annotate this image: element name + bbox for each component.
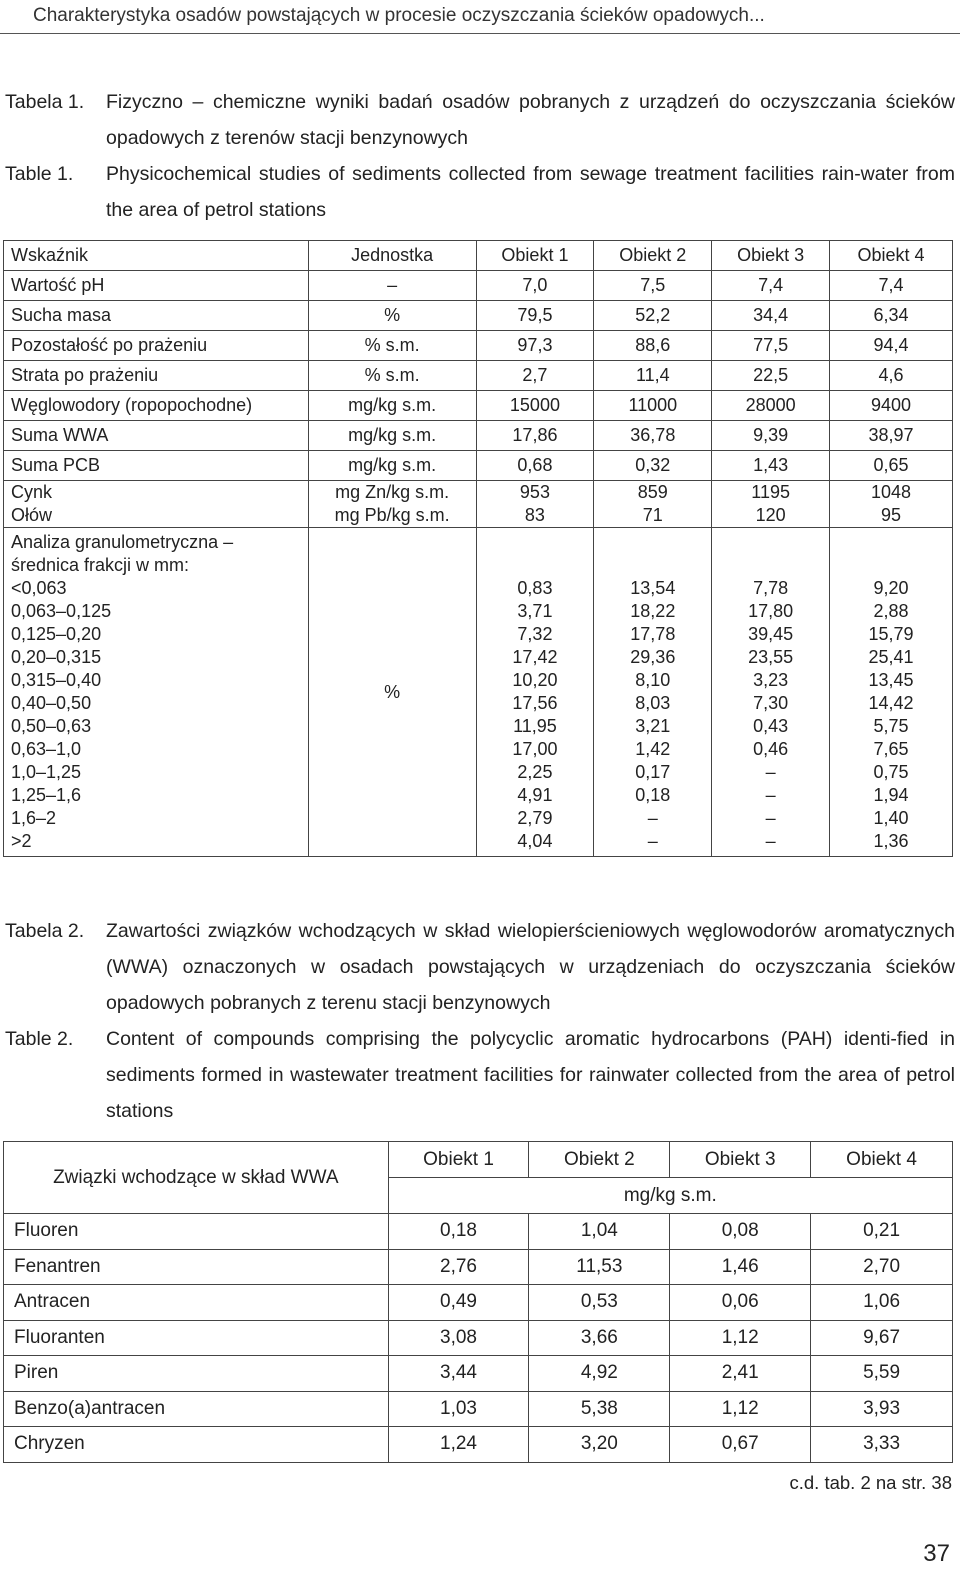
compound-name: Chryzen [4, 1427, 389, 1463]
table1-header-row [4, 241, 953, 271]
indicator-value: 11,4 [594, 361, 712, 391]
granulometry-value: 39,45 [748, 624, 794, 644]
table1-row [4, 451, 953, 481]
indicator-value: 7,4 [830, 271, 953, 301]
table1-header-cell: Obiekt 2 [594, 241, 712, 271]
indicator-unit: mg/kg s.m. [308, 421, 476, 451]
granulometry-value: 17,56 [512, 693, 558, 713]
granulometry-values-cell [594, 528, 712, 857]
indicator-value: 15000 [476, 391, 594, 421]
compound-name: Fluoren [4, 1214, 389, 1250]
granulometry-value: 23,55 [748, 647, 794, 667]
indicator-value: 34,4 [712, 301, 830, 331]
compound-value: 0,53 [529, 1285, 670, 1321]
granulometry-value: – [647, 831, 658, 851]
table2-row [4, 1391, 953, 1427]
table1-label-pl: Tabela 1. [5, 91, 85, 113]
table2-caption [5, 913, 955, 1129]
compound-name: Fluoranten [4, 1320, 389, 1356]
indicator-value: 36,78 [594, 421, 712, 451]
compound-value: 1,03 [388, 1391, 529, 1427]
table2-header-object: Obiekt 2 [529, 1142, 670, 1178]
metal-value: 83 [524, 505, 545, 525]
spacer [594, 531, 711, 554]
spacer [712, 531, 829, 554]
granulometry-value: 0,83 [517, 578, 553, 598]
indicator-value: 77,5 [712, 331, 830, 361]
indicator-unit: % s.m. [308, 331, 476, 361]
compound-value: 3,08 [388, 1320, 529, 1356]
spacer [477, 531, 594, 554]
granulometry-value: 2,88 [873, 601, 909, 621]
granulometry-value: 1,94 [873, 785, 909, 805]
table1-header-cell: Obiekt 4 [830, 241, 953, 271]
indicator-value: 4,6 [830, 361, 953, 391]
granulometry-value: 11,95 [513, 716, 557, 736]
compound-value: 0,21 [811, 1214, 953, 1250]
indicator-name: Sucha masa [4, 301, 309, 331]
granulometry-title: Analiza granulometryczna – [11, 532, 234, 552]
compound-value: 0,18 [388, 1214, 529, 1250]
indicator-name: Pozostałość po prażeniu [4, 331, 309, 361]
granulometry-value: 1,40 [873, 808, 909, 828]
granulometry-fraction: 0,063–0,125 [11, 601, 112, 621]
granulometry-value: 1,42 [635, 739, 671, 759]
table1-caption [5, 84, 955, 228]
indicator-value: 2,7 [476, 361, 594, 391]
indicator-unit: – [308, 271, 476, 301]
indicator-value: 7,0 [476, 271, 594, 301]
compound-value: 2,41 [670, 1356, 811, 1392]
table1-row [4, 301, 953, 331]
granulometry-fraction: <0,063 [11, 578, 67, 598]
granulometry-values-cell [476, 528, 594, 857]
metal-name: Ołów [11, 505, 53, 525]
granulometry-fraction: 0,20–0,315 [11, 647, 102, 667]
metal-units-cell [308, 481, 476, 528]
granulometry-fraction: 1,6–2 [11, 808, 57, 828]
granulometry-value: 8,03 [635, 693, 671, 713]
indicator-name: Suma WWA [4, 421, 309, 451]
metal-value: 1048 [871, 482, 912, 502]
spacer [594, 554, 711, 577]
running-head-text: Charakterystyka osadów powstających w procesie oczyszczania ścieków opadowych... [33, 5, 765, 26]
table1 [3, 240, 953, 857]
table1-row [4, 271, 953, 301]
metal-values-cell [594, 481, 712, 528]
metal-values-cell [712, 481, 830, 528]
granulometry-value: 17,00 [512, 739, 558, 759]
compound-name: Piren [4, 1356, 389, 1392]
table1-header-cell: Obiekt 1 [476, 241, 594, 271]
granulometry-values-cell [830, 528, 953, 857]
granulometry-value: 7,32 [517, 624, 553, 644]
table1-header-cell: Obiekt 3 [712, 241, 830, 271]
granulometry-fractions-cell [4, 528, 309, 857]
table1-header-cell: Wskaźnik [4, 241, 309, 271]
granulometry-value: – [765, 762, 776, 782]
table2-row [4, 1427, 953, 1463]
compound-name: Benzo(a)antracen [4, 1391, 389, 1427]
compound-value: 3,93 [811, 1391, 953, 1427]
compound-value: 0,49 [388, 1285, 529, 1321]
indicator-value: 0,65 [830, 451, 953, 481]
granulometry-value: 0,18 [635, 785, 671, 805]
compound-value: 4,92 [529, 1356, 670, 1392]
indicator-name: Wartość pH [4, 271, 309, 301]
granulometry-value: 4,91 [517, 785, 553, 805]
table2-caption-pl [5, 913, 955, 1021]
compound-value: 3,66 [529, 1320, 670, 1356]
metal-value: 859 [637, 482, 668, 502]
granulometry-value: 17,42 [512, 647, 558, 667]
compound-name: Antracen [4, 1285, 389, 1321]
granulometry-value: 9,20 [873, 578, 909, 598]
table2-header-row [4, 1142, 953, 1178]
granulometry-value: 8,10 [635, 670, 671, 690]
table2-row [4, 1214, 953, 1250]
table2-label-pl: Tabela 2. [5, 920, 85, 942]
granulometry-fraction: 0,40–0,50 [11, 693, 92, 713]
compound-value: 5,38 [529, 1391, 670, 1427]
compound-value: 1,24 [388, 1427, 529, 1463]
indicator-value: 52,2 [594, 301, 712, 331]
compound-value: 5,59 [811, 1356, 953, 1392]
granulometry-value: 5,75 [873, 716, 909, 736]
granulometry-value: 13,45 [868, 670, 914, 690]
indicator-value: 7,4 [712, 271, 830, 301]
table1-caption-pl [5, 84, 955, 156]
granulometry-value: 1,36 [873, 831, 909, 851]
table2-label-en: Table 2. [5, 1028, 74, 1050]
metal-value: 71 [642, 505, 663, 525]
table2-row [4, 1249, 953, 1285]
granulometry-value: 0,46 [753, 739, 789, 759]
indicator-value: 22,5 [712, 361, 830, 391]
granulometry-value: 4,04 [517, 831, 553, 851]
indicator-name: Strata po prażeniu [4, 361, 309, 391]
table1-row [4, 331, 953, 361]
granulometry-value: – [765, 831, 776, 851]
metal-name: Cynk [11, 482, 53, 502]
granulometry-value: 7,65 [873, 739, 909, 759]
compound-value: 1,46 [670, 1249, 811, 1285]
granulometry-value: 13,54 [630, 578, 676, 598]
granulometry-value: 17,78 [630, 624, 676, 644]
table1-label-en: Table 1. [5, 163, 74, 185]
granulometry-unit-cell: % [308, 528, 476, 857]
granulometry-value: 15,79 [868, 624, 914, 644]
table2-row [4, 1356, 953, 1392]
granulometry-fraction: >2 [11, 831, 32, 851]
indicator-name: Suma PCB [4, 451, 309, 481]
indicator-name: Węglowodory (ropopochodne) [4, 391, 309, 421]
granulometry-value: – [765, 808, 776, 828]
compound-value: 1,12 [670, 1391, 811, 1427]
granulometry-value: – [647, 808, 658, 828]
granulometry-value: 3,23 [753, 670, 789, 690]
table2-row [4, 1285, 953, 1321]
table1-row [4, 421, 953, 451]
indicator-value: 7,5 [594, 271, 712, 301]
granulometry-value: 29,36 [630, 647, 676, 667]
granulometry-fraction: 0,125–0,20 [11, 624, 102, 644]
table2-body [4, 1214, 953, 1463]
granulometry-value: 0,17 [635, 762, 671, 782]
indicator-unit: mg/kg s.m. [308, 451, 476, 481]
metal-values-cell [476, 481, 594, 528]
granulometry-fraction: 1,25–1,6 [11, 785, 82, 805]
table1-caption-pl-text: Fizyczno – chemiczne wyniki badań osadów pobranych z urządzeń do oczyszczania ścieków opadowych z terenów stacji benzynowych [106, 91, 955, 149]
table2-caption-pl-text: Zawartości związków wchodzących w skład wielopierścieniowych węglowodorów aromatycznych (WWA) oznaczonych w osadach powstających w urządzeniach do oczyszczania ścieków opadowych pobranych z terenu stacji benzynowych [106, 920, 955, 1014]
granulometry-value: 18,22 [630, 601, 676, 621]
indicator-unit: % s.m. [308, 361, 476, 391]
compound-value: 1,06 [811, 1285, 953, 1321]
table1-body [4, 271, 953, 481]
spacer [830, 554, 952, 577]
compound-value: 0,08 [670, 1214, 811, 1250]
indicator-value: 97,3 [476, 331, 594, 361]
indicator-value: 38,97 [830, 421, 953, 451]
metal-value: 1195 [751, 482, 791, 502]
indicator-value: 94,4 [830, 331, 953, 361]
granulometry-value: 25,41 [868, 647, 914, 667]
table2-header-object: Obiekt 3 [670, 1142, 811, 1178]
table1-caption-en [5, 156, 955, 228]
table1-row [4, 361, 953, 391]
table2-header-object: Obiekt 1 [388, 1142, 529, 1178]
granulometry-value: 2,79 [517, 808, 553, 828]
compound-value: 11,53 [529, 1249, 670, 1285]
granulometry-subtitle: średnica frakcji w mm: [11, 555, 190, 575]
running-head [0, 0, 960, 34]
indicator-value: 0,68 [476, 451, 594, 481]
metal-values-cell [830, 481, 953, 528]
granulometry-value: 0,75 [873, 762, 909, 782]
indicator-value: 6,34 [830, 301, 953, 331]
granulometry-value: 3,21 [635, 716, 671, 736]
indicator-value: 79,5 [476, 301, 594, 331]
compound-value: 3,20 [529, 1427, 670, 1463]
table1-granulometry-row [4, 528, 953, 857]
spacer [830, 531, 952, 554]
granulometry-value: 17,80 [748, 601, 794, 621]
granulometry-value: 2,25 [517, 762, 553, 782]
page-number: 37 [923, 1540, 950, 1567]
granulometry-value: – [765, 785, 776, 805]
table1-caption-en-text: Physicochemical studies of sediments collected from sewage treatment facilities rain-water from the area of petrol stations [106, 163, 955, 221]
compound-value: 1,04 [529, 1214, 670, 1250]
table1-metals-row [4, 481, 953, 528]
table2-row [4, 1320, 953, 1356]
granulometry-fraction: 0,50–0,63 [11, 716, 92, 736]
metal-unit: mg Zn/kg s.m. [335, 482, 450, 502]
indicator-value: 9,39 [712, 421, 830, 451]
granulometry-fraction: 1,0–1,25 [11, 762, 82, 782]
indicator-unit: mg/kg s.m. [308, 391, 476, 421]
indicator-value: 88,6 [594, 331, 712, 361]
compound-value: 2,76 [388, 1249, 529, 1285]
compound-value: 1,12 [670, 1320, 811, 1356]
granulometry-value: 0,43 [753, 716, 789, 736]
granulometry-fraction: 0,315–0,40 [11, 670, 102, 690]
granulometry-value: 7,78 [753, 578, 789, 598]
granulometry-value: 7,30 [753, 693, 789, 713]
compound-name: Fenantren [4, 1249, 389, 1285]
compound-value: 0,67 [670, 1427, 811, 1463]
metal-value: 120 [755, 505, 786, 525]
compound-value: 2,70 [811, 1249, 953, 1285]
indicator-value: 1,43 [712, 451, 830, 481]
table1-row [4, 391, 953, 421]
table2 [3, 1141, 953, 1463]
table2-unit: mg/kg s.m. [388, 1178, 952, 1214]
indicator-value: 28000 [712, 391, 830, 421]
table1-header-cell: Jednostka [308, 241, 476, 271]
metal-value: 953 [519, 482, 550, 502]
compound-value: 3,44 [388, 1356, 529, 1392]
granulometry-value: 14,42 [868, 693, 914, 713]
compound-value: 3,33 [811, 1427, 953, 1463]
table2-header-compounds: Związki wchodzące w skład WWA [4, 1142, 389, 1214]
granulometry-values-cell [712, 528, 830, 857]
granulometry-value: 3,71 [517, 601, 553, 621]
indicator-unit: % [308, 301, 476, 331]
granulometry-value: 10,20 [512, 670, 558, 690]
metal-value: 95 [881, 505, 902, 525]
indicator-value: 0,32 [594, 451, 712, 481]
table2-header-object: Obiekt 4 [811, 1142, 953, 1178]
spacer [477, 554, 594, 577]
indicator-value: 9400 [830, 391, 953, 421]
granulometry-fraction: 0,63–1,0 [11, 739, 82, 759]
indicator-value: 17,86 [476, 421, 594, 451]
spacer [712, 554, 829, 577]
compound-value: 9,67 [811, 1320, 953, 1356]
table2-caption-en [5, 1021, 955, 1129]
metal-names-cell [4, 481, 309, 528]
continuation-note: c.d. tab. 2 na str. 38 [789, 1472, 952, 1493]
compound-value: 0,06 [670, 1285, 811, 1321]
metal-unit: mg Pb/kg s.m. [334, 505, 450, 525]
table2-caption-en-text: Content of compounds comprising the polycyclic aromatic hydrocarbons (PAH) identi-fied in sediments formed in wastewater treatment facilities for rainwater collected from the area of petrol stations [106, 1028, 955, 1122]
indicator-value: 11000 [594, 391, 712, 421]
